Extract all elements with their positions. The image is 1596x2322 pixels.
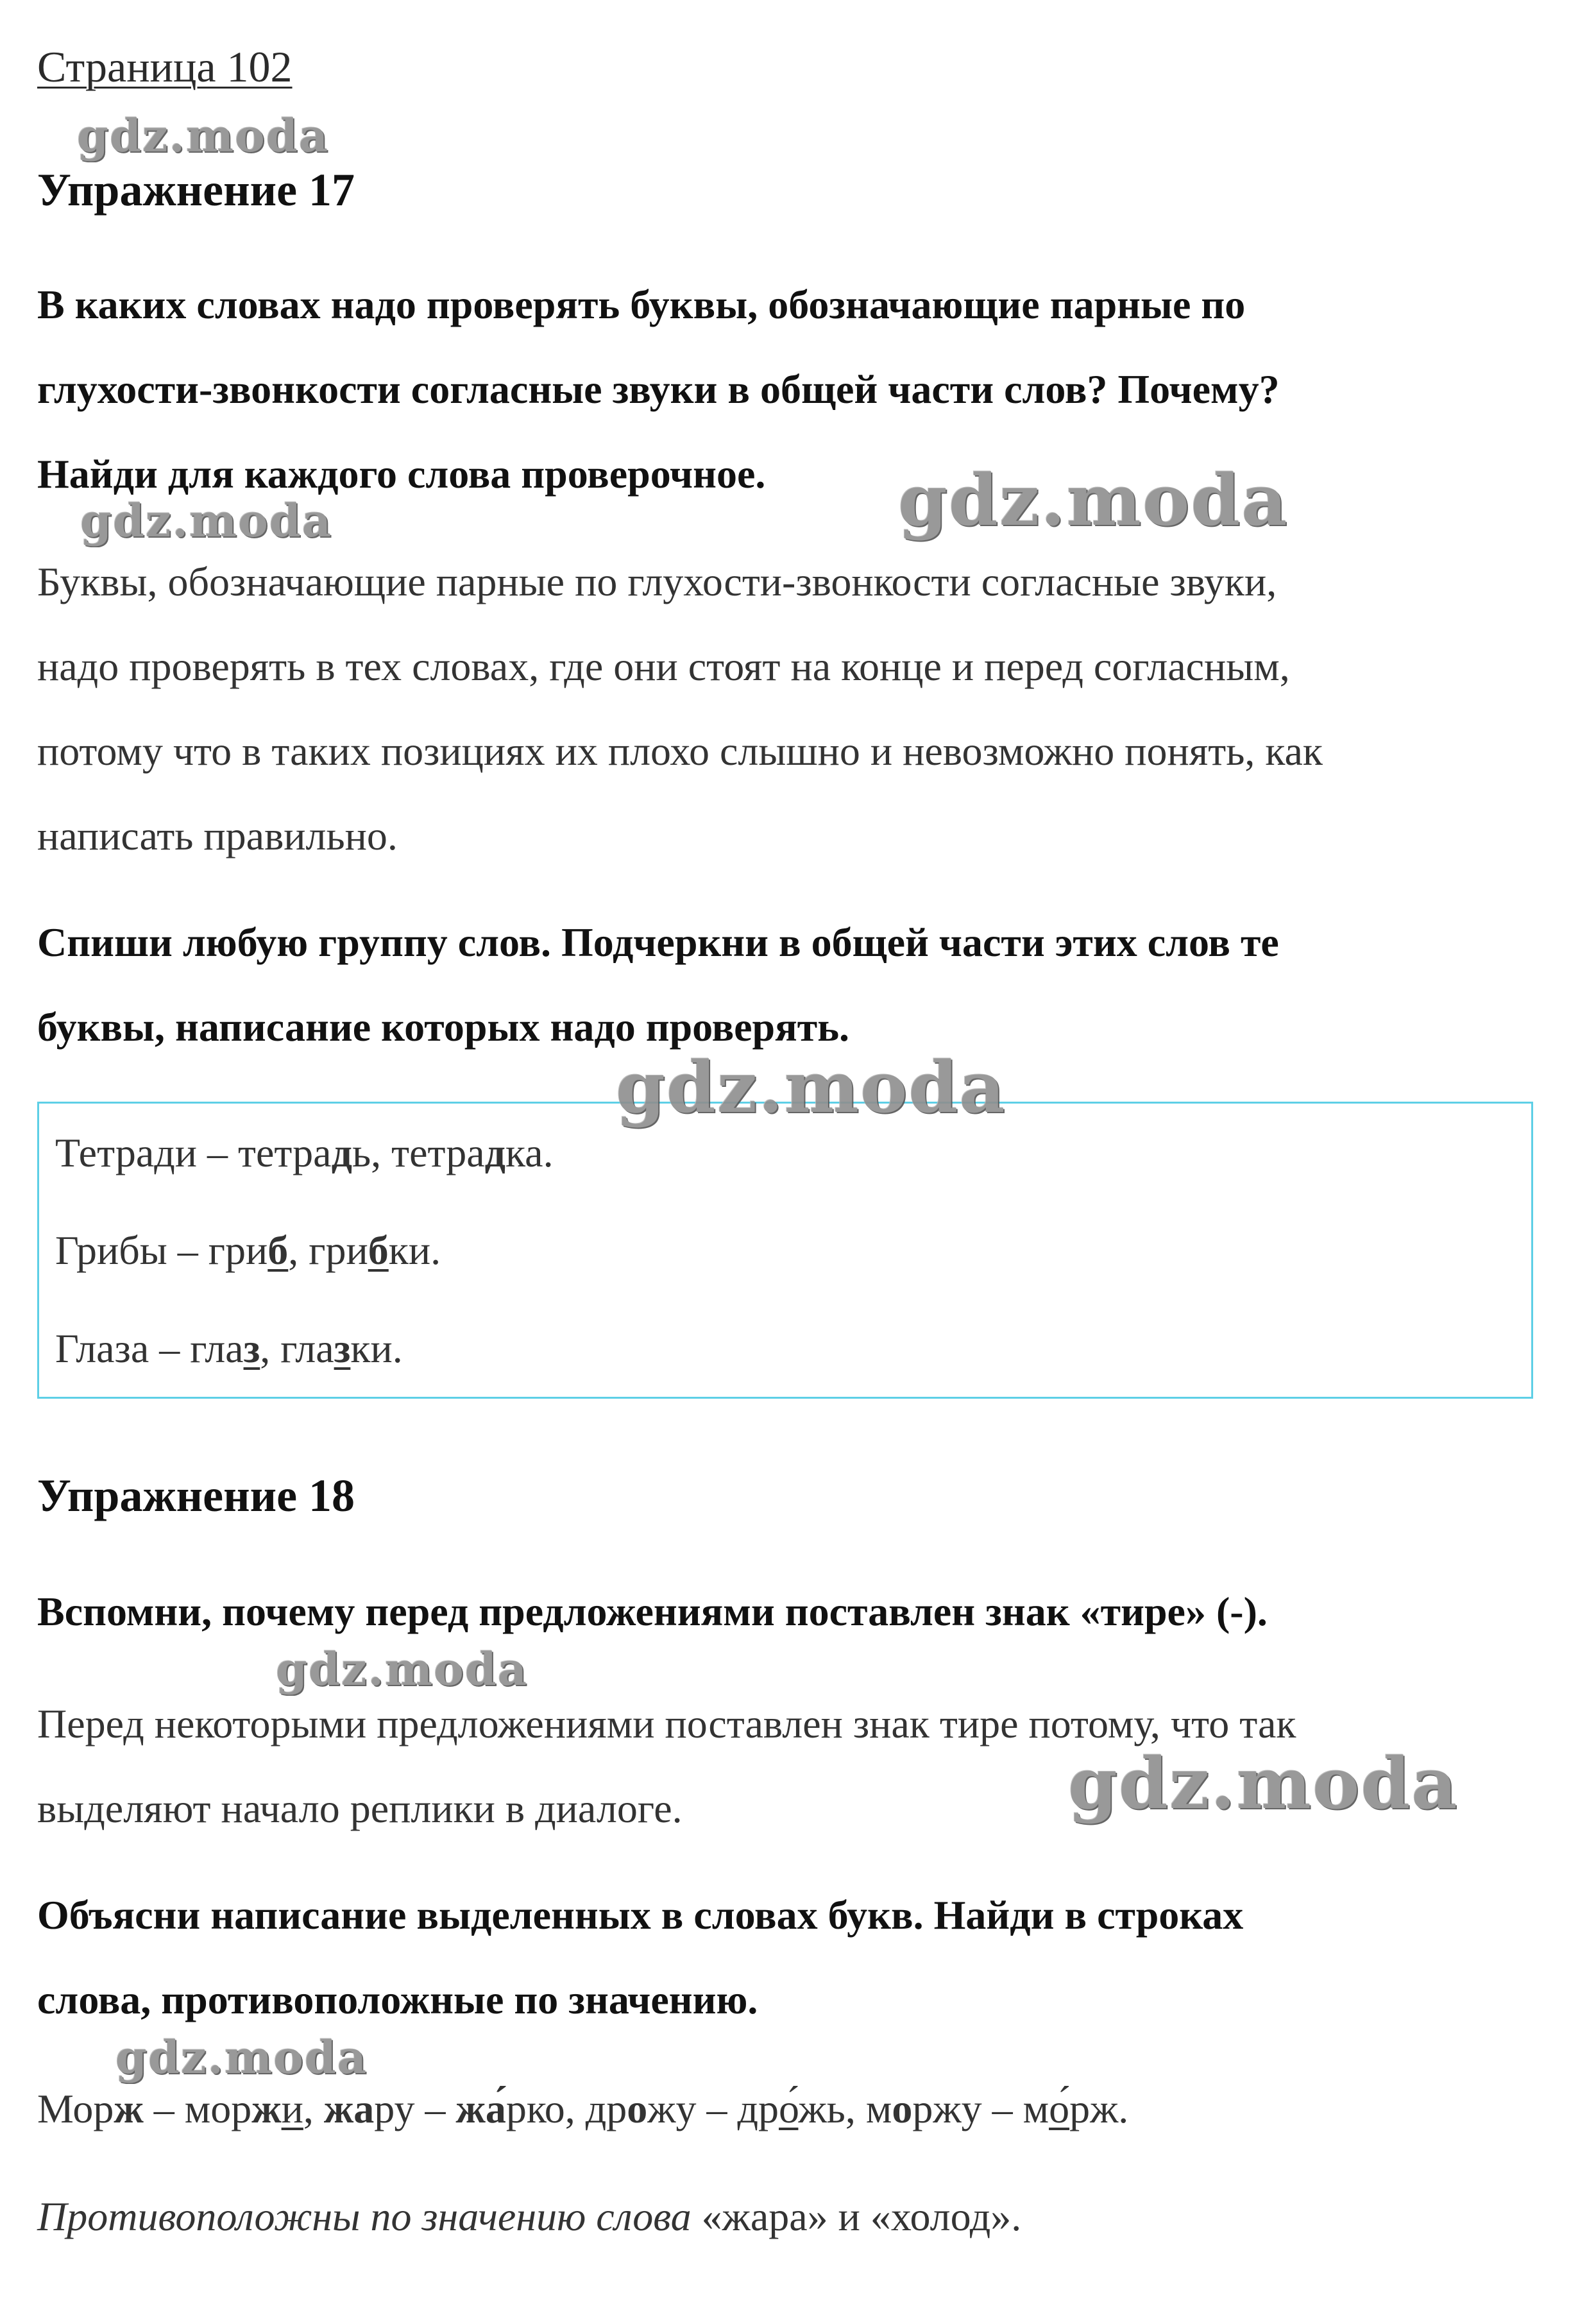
ex18-conclusion [37, 2193, 1021, 2241]
watermark: gdz.moda [276, 1643, 529, 1696]
ex17-answer-line-1: Буквы, обозначающие парные по глухости-звонкости согласные звуки, [37, 559, 1277, 604]
exercise-18-heading: Упражнение 18 [37, 1470, 355, 1521]
ex18-task2-line-1: Объясни написание выделенных в словах букв. Найди в строках [37, 1892, 1244, 1938]
ex17-answer-line-3: потому что в таких позициях их плохо слышно и невозможно понять, как [37, 728, 1323, 774]
conclusion-italic: Противоположны по значению слова [37, 2194, 692, 2239]
watermark: gdz.moda [80, 494, 333, 547]
watermark: gdz.moda [1068, 1742, 1459, 1825]
ex17-task-line-2: глухости-звонкости согласные звуки в общей части слов? Почему? [37, 366, 1280, 412]
box-line-1: Тетради – тетрадь, тетрадка. [55, 1130, 554, 1175]
ex18-answer-line-1: Перед некоторыми предложениями поставлен знак тире потому, что так [37, 1701, 1296, 1746]
watermark: gdz.moda [898, 459, 1289, 542]
watermark: gdz.moda [77, 109, 330, 162]
page-number-link[interactable]: Страница 102 [37, 42, 293, 91]
ex17-answer-line-2: надо проверять в тех словах, где они стоят на конце и перед согласным, [37, 644, 1290, 689]
ex18-task2-line-2: слова, противоположные по значению. [37, 1977, 758, 2022]
box-line-3: Глаза – глаз, глазки. [55, 1326, 403, 1371]
ex18-task-line-1: Вспомни, почему перед предложениями поставлен знак «тире» (-). [37, 1589, 1268, 1634]
watermark: gdz.moda [115, 2031, 368, 2084]
ex17-task-line-3: Найди для каждого слова проверочное. [37, 451, 766, 497]
exercise-17-heading: Упражнение 17 [37, 164, 355, 216]
ex18-words-line: Морж – моржи, жару – жа́рко, дрожу – дро́жь, моржу – мо́рж. [37, 2086, 1129, 2131]
ex17-task-line-1: В каких словах надо проверять буквы, обозначающие парные по [37, 282, 1246, 327]
ex18-answer-line-2: выделяют начало реплики в диалоге. [37, 1786, 683, 1831]
box-line-2: Грибы – гриб, грибки. [55, 1227, 441, 1273]
ex17-task2-line-2: буквы, написание которых надо проверять. [37, 1004, 850, 1050]
answer-box [37, 1102, 1533, 1399]
ex17-task2-line-1: Спиши любую группу слов. Подчеркни в общей части этих слов те [37, 919, 1279, 965]
ex17-answer-line-4: написать правильно. [37, 813, 398, 858]
conclusion-rest: «жара» и «холод». [691, 2194, 1022, 2239]
watermark: gdz.moda [616, 1046, 1006, 1129]
